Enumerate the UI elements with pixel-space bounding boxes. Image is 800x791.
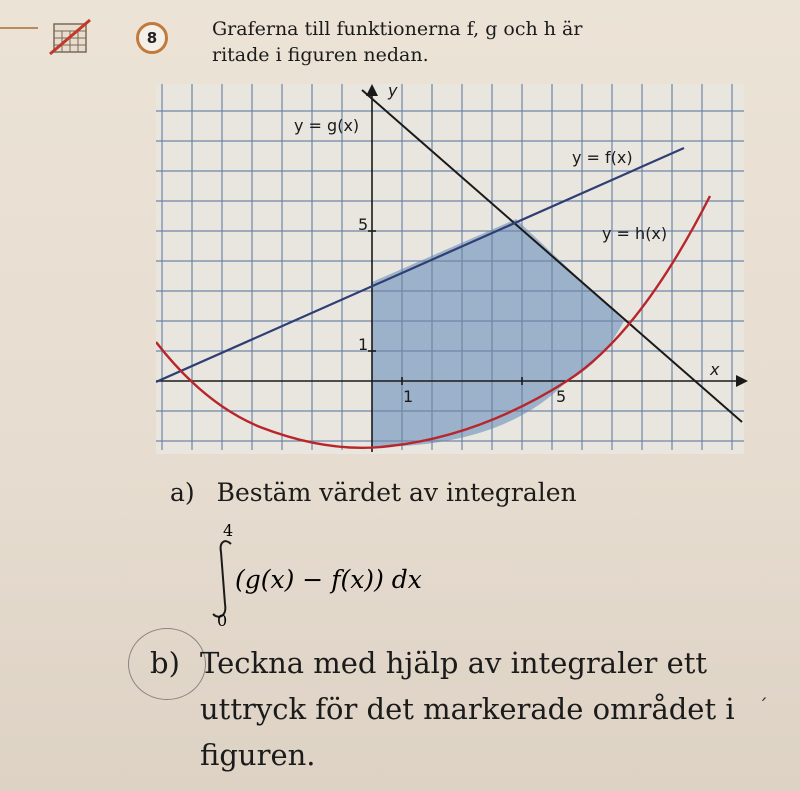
integrand: (g(x) − f(x)) dx — [235, 565, 422, 594]
part-a-label: a) — [170, 478, 195, 507]
g-label: y = g(x) — [294, 116, 360, 135]
h-label: y = h(x) — [602, 224, 668, 243]
part-a — [170, 478, 577, 507]
f-label: y = f(x) — [572, 148, 633, 167]
problem-number-badge — [136, 22, 168, 54]
question-line-2: ritade i figuren nedan. — [212, 44, 429, 66]
tick-label-x5: 5 — [556, 387, 567, 406]
problem-number: 8 — [146, 29, 158, 47]
integral-sign-icon — [213, 541, 231, 617]
question-text — [212, 16, 582, 68]
margin-rule — [0, 27, 38, 29]
part-b-label: b) — [150, 646, 180, 680]
integral-upper-limit: 4 — [223, 521, 234, 540]
question-line-1: Graferna till funktionerna f, g och h är — [212, 18, 583, 40]
y-axis-label: y — [388, 84, 398, 100]
tick-label-x1: 1 — [403, 387, 414, 406]
tick-label-y5: 5 — [358, 215, 369, 234]
integral-expression — [205, 520, 505, 630]
x-axis-label: x — [710, 360, 720, 379]
calculator-forbidden-icon — [48, 18, 92, 56]
part-b-text: Teckna med hjälp av integraler ett uttryck för det markerade området i figuren. — [200, 646, 735, 772]
integral-lower-limit: 0 — [217, 611, 228, 630]
pencil-tick-mark: ´ — [758, 694, 768, 718]
tick-label-y1: 1 — [358, 335, 369, 354]
part-a-text: Bestäm värdet av integralen — [216, 478, 577, 507]
function-graph — [150, 84, 750, 456]
